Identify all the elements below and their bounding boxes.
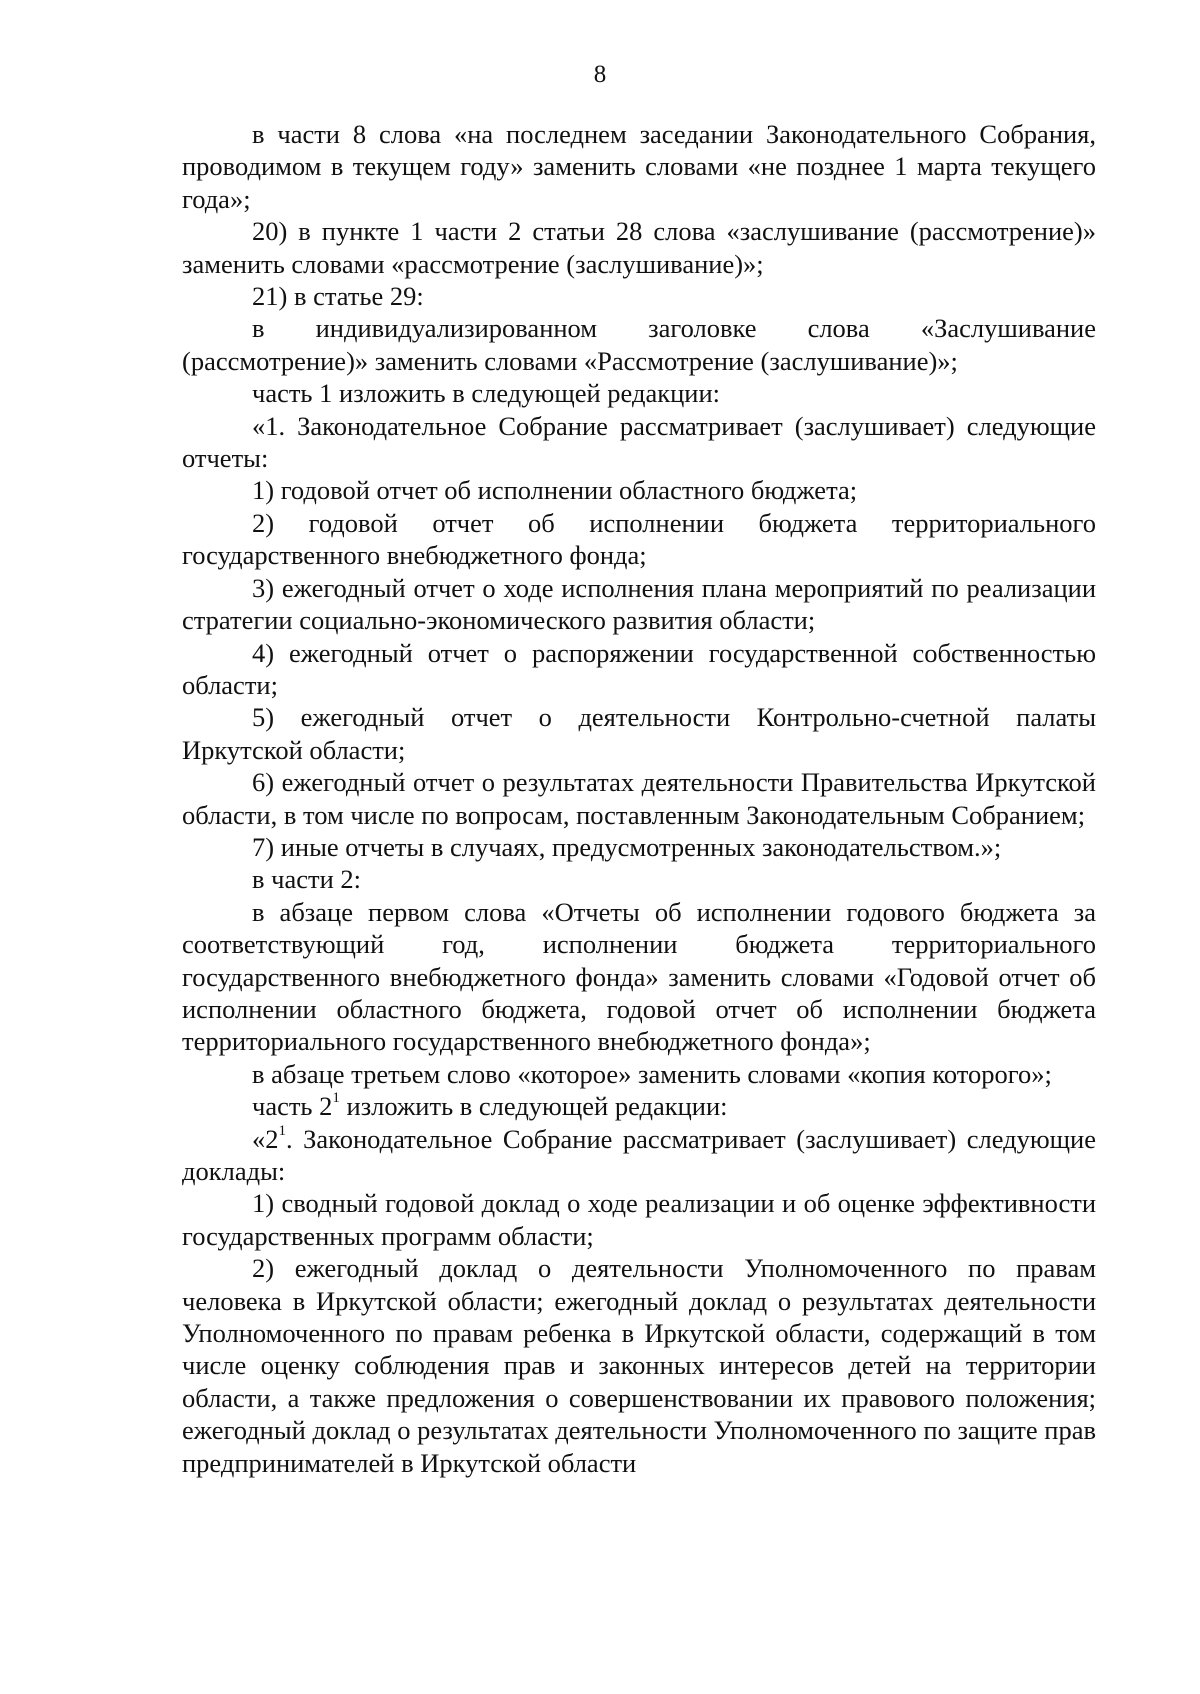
list-item: 4) ежегодный отчет о распоряжении государственной собственностью области;	[182, 637, 1096, 700]
list-item: 2) годовой отчет об исполнении бюджета территориального государственного внебюджетного фонда;	[182, 507, 1096, 571]
superscript: 1	[278, 1122, 286, 1139]
part-lead: часть 2	[252, 1091, 333, 1122]
list-item: 7) иные отчеты в случаях, предусмотренных законодательством.»;	[252, 831, 1002, 862]
paragraph: «1. Законодательное Собрание рассматривает (заслушивает) следующие отчеты:	[182, 410, 1096, 474]
document-body	[182, 118, 1096, 1479]
part-lead: «2	[252, 1123, 279, 1154]
part-tail: . Законодательное Собрание рассматривает (заслушивает) следующие доклады:	[182, 1123, 1096, 1186]
paragraph-part-2-1	[182, 1090, 1096, 1122]
paragraph: в индивидуализированном заголовке слова «Заслушивание (рассмотрение)» заменить словами «Рассмотрение (заслушивание)»;	[182, 313, 1096, 376]
paragraph: в части 2:	[252, 864, 361, 895]
list-item: 1) годовой отчет об исполнении областного бюджета;	[252, 475, 858, 506]
list-item: 6) ежегодный отчет о результатах деятельности Правительства Иркутской области, в том числе по вопросам, поставленным Законодательным Собранием;	[182, 767, 1096, 830]
page-number: 8	[593, 61, 607, 88]
list-item: 5) ежегодный отчет о деятельности Контрольно-счетной палаты Иркутской области;	[182, 702, 1096, 765]
paragraph: часть 1 изложить в следующей редакции:	[252, 378, 720, 409]
paragraph: в абзаце первом слова «Отчеты об исполнении годового бюджета за соответствующий год, исполнении бюджета территориального государственного внебюджетного фонда» заменить словами «Годовой отчет об исполнении областного бюджета, годовой отчет об исполнении бюджета территориального государственного внебюджетного фонда»;	[182, 896, 1096, 1057]
paragraph-part-2-1-text	[182, 1123, 1096, 1188]
paragraph: в части 8 слова «на последнем заседании Законодательного Собрания, проводимом в текущем году» заменить словами «не позднее 1 марта текущего года»;	[182, 119, 1096, 214]
list-item: 3) ежегодный отчет о ходе исполнения плана мероприятий по реализации стратегии социально-экономического развития области;	[182, 572, 1096, 636]
superscript: 1	[332, 1090, 340, 1107]
list-item: 1) сводный годовой доклад о ходе реализации и об оценке эффективности государственных программ области;	[182, 1188, 1096, 1251]
paragraph: 21) в статье 29:	[252, 281, 424, 312]
list-item: 2) ежегодный доклад о деятельности Уполномоченного по правам человека в Иркутской области; ежегодный доклад о результатах деятельности Уполномоченного по правам ребенка в Иркутской области, содержащий в том числе оценку соблюдения прав и законных интересов детей на территории области, а также предложения о совершенствовании их правового положения; ежегодный доклад о результатах деятельности Уполномоченного по защите прав предпринимателей в Иркутской области	[182, 1253, 1096, 1478]
paragraph: 20) в пункте 1 части 2 статьи 28 слова «заслушивание (рассмотрение)» заменить словами «рассмотрение (заслушивание)»;	[182, 216, 1096, 279]
paragraph: в абзаце третьем слово «которое» заменить словами «копия которого»;	[252, 1058, 1052, 1089]
part-tail: изложить в следующей редакции:	[339, 1091, 728, 1122]
